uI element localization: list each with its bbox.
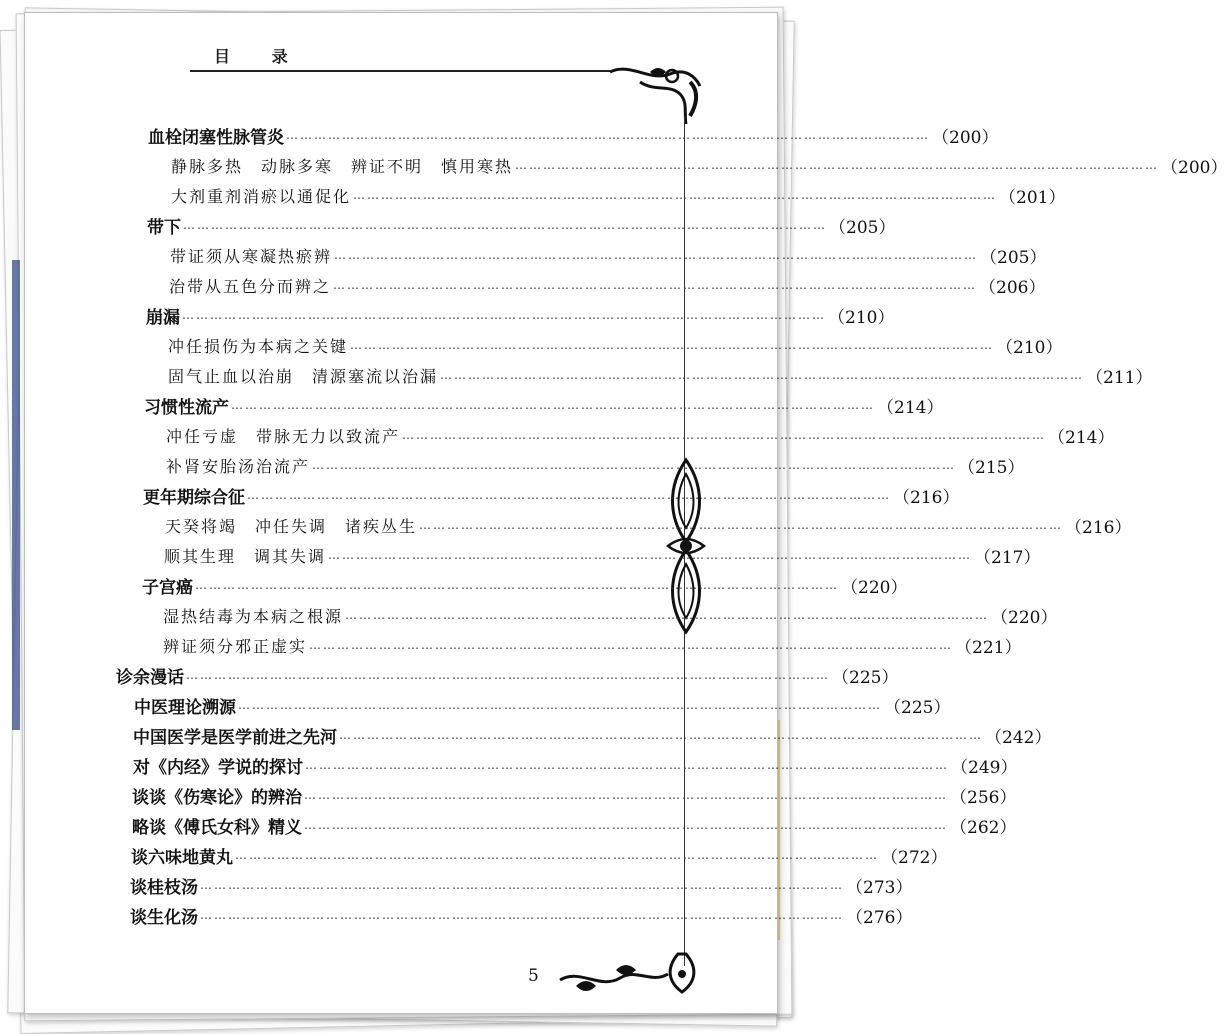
toc-entry-page: （216） — [893, 487, 960, 508]
toc-leader-dots: ………………………………………………………………………………………………………………………… — [200, 908, 844, 922]
toc-entry-title: 大剂重剂消瘀以通促化 — [171, 186, 352, 206]
toc-entry-page: （200） — [1161, 157, 1227, 178]
toc-entry-page: （249） — [951, 757, 1018, 778]
toc-leader-dots: ………………………………………………………………………………………………………………………… — [195, 578, 839, 592]
toc-entry-page: （210） — [996, 337, 1063, 358]
toc-entry — [170, 242, 1047, 268]
toc-entry-page: （200） — [932, 127, 999, 148]
toc-entry-title: 带下 — [147, 217, 181, 238]
toc-entry-title: 带证须从寒凝热瘀辨 — [170, 246, 333, 266]
page-number: 5 — [528, 966, 539, 986]
toc-entry-title: 谈六味地黄丸 — [131, 847, 233, 868]
toc-leader-dots: ………………………………………………………………………………………………………………………… — [304, 818, 948, 832]
toc-leader-dots: ………………………………………………………………………………………………………………………… — [309, 638, 954, 652]
toc-entry-title: 固气止血以治崩 清源塞流以治漏 — [168, 366, 439, 386]
toc-entry-page: （206） — [979, 277, 1046, 298]
toc-entry-page: （276） — [846, 907, 913, 928]
toc-entry-page: （242） — [985, 727, 1052, 748]
toc-entry-title: 诊余漫话 — [116, 667, 184, 688]
toc-entry-page: （273） — [846, 877, 913, 898]
toc-entry — [163, 632, 1022, 658]
toc-leader-dots: ………………………………………………………………………………………………………………………… — [182, 308, 826, 322]
toc-entry — [132, 782, 1017, 808]
toc-entry-page: （221） — [955, 637, 1022, 658]
toc-entry-title: 谈桂枝汤 — [130, 877, 198, 898]
toc-leader-dots: ………………………………………………………………………………………………………………………… — [304, 788, 948, 802]
toc-entry-title: 辨证须分邪正虚实 — [163, 636, 308, 656]
toc-entry-page: （225） — [884, 697, 951, 718]
toc-leader-dots: ………………………………………………………………………………………………………………………… — [334, 248, 979, 262]
toc-leader-dots: ………………………………………………………………………………………………………………………… — [350, 338, 995, 352]
toc-entry-title: 更年期综合征 — [143, 487, 245, 508]
toc-entry-page: （216） — [1065, 517, 1132, 538]
toc-entry-title: 子宫癌 — [142, 577, 193, 598]
toc-leader-dots: ………………………………………………………………………………………………………………………… — [235, 848, 879, 862]
toc-entry — [131, 842, 948, 868]
toc-entry-title: 治带从五色分而辨之 — [169, 276, 332, 296]
toc-leader-dots: ………………………………………………………………………………………………………………………… — [186, 668, 830, 682]
toc-entry-page: （211） — [1086, 367, 1153, 388]
toc-leader-dots: ………………………………………………………………………………………………………………………… — [402, 428, 1047, 442]
toc-leader-dots: ………………………………………………………………………………………………………………………… — [238, 698, 882, 712]
toc-entry-page: （225） — [832, 667, 899, 688]
toc-entry-title: 冲任损伤为本病之关键 — [168, 336, 349, 356]
toc-entry-title: 崩漏 — [146, 307, 180, 328]
toc-entry — [146, 302, 895, 328]
toc-entry-page: （256） — [950, 787, 1017, 808]
toc-entry — [142, 572, 908, 598]
toc-entry-page: （272） — [881, 847, 948, 868]
toc-entry-title: 中国医学是医学前进之先河 — [133, 727, 337, 748]
toc-leader-dots: ………………………………………………………………………………………………………………………… — [200, 878, 844, 892]
toc-entry-page: （220） — [991, 607, 1058, 628]
toc-leader-dots: ………………………………………………………………………………………………………………………… — [183, 218, 827, 232]
toc-entry — [133, 752, 1018, 778]
toc-entry-title: 天癸将竭 冲任失调 诸疾丛生 — [165, 516, 418, 536]
toc-entry — [130, 872, 913, 898]
toc-leader-dots: ………………………………………………………………………………………………………………………… — [328, 548, 973, 562]
toc-entry-title: 中医理论溯源 — [134, 697, 236, 718]
toc-entry — [164, 542, 1041, 568]
toc-entry-title: 静脉多热 动脉多寒 辨证不明 慎用寒热 — [171, 156, 514, 176]
toc-entry-title: 谈生化汤 — [130, 907, 198, 928]
toc-entry — [163, 602, 1058, 628]
toc-entry-title: 对《内经》学说的探讨 — [133, 757, 303, 778]
toc-entry-title: 习惯性流产 — [144, 397, 229, 418]
toc-entry-title: 湿热结毒为本病之根源 — [163, 606, 344, 626]
toc-entry — [116, 662, 899, 688]
toc-entry — [169, 272, 1046, 298]
toc-leader-dots: ………………………………………………………………………………………………………………………… — [353, 188, 998, 202]
toc-leader-dots: ………………………………………………………………………………………………………………………… — [305, 758, 949, 772]
toc-leader-dots: ………………………………………………………………………………………………………………………… — [339, 728, 983, 742]
toc-entry — [132, 812, 1017, 838]
toc-entry — [168, 332, 1063, 358]
toc-entry-title: 顺其生理 调其失调 — [164, 546, 327, 566]
toc-entry-title: 谈谈《伤寒论》的辨治 — [132, 787, 302, 808]
toc-entry-page: （220） — [841, 577, 908, 598]
toc-entry-page: （201） — [999, 187, 1066, 208]
toc-entry — [147, 212, 896, 238]
toc-entry — [134, 692, 951, 718]
toc-leader-dots: ………………………………………………………………………………………………………………………… — [515, 158, 1160, 172]
toc-leader-dots: ………………………………………………………………………………………………………………………… — [312, 458, 957, 472]
toc-leader-dots: ………………………………………………………………………………………………………………………… — [345, 608, 990, 622]
toc-entry-page: （217） — [974, 547, 1041, 568]
toc-entry-title: 冲任亏虚 带脉无力以致流产 — [166, 426, 401, 446]
toc-entry-title: 补肾安胎汤治流产 — [166, 456, 311, 476]
toc-entry — [168, 362, 1153, 388]
toc-entry — [133, 722, 1052, 748]
toc-entry-page: （205） — [980, 247, 1047, 268]
toc-entry-page: （215） — [958, 457, 1025, 478]
toc-entry-page: （205） — [829, 217, 896, 238]
toc-entry-title: 血栓闭塞性脉管炎 — [148, 127, 284, 148]
toc-leader-dots: ………………………………………………………………………………………………………………………… — [440, 368, 1085, 382]
toc-entry-title: 略谈《傅氏女科》精义 — [132, 817, 302, 838]
toc-entry — [148, 122, 999, 148]
toc-entry-page: （210） — [828, 307, 895, 328]
toc-leader-dots: ………………………………………………………………………………………………………………………… — [286, 128, 930, 142]
toc-leader-dots: ………………………………………………………………………………………………………………………… — [231, 398, 875, 412]
toc-leader-dots: ………………………………………………………………………………………………………………………… — [333, 278, 978, 292]
toc-entry-page: （214） — [1048, 427, 1115, 448]
toc-entry-page: （214） — [877, 397, 944, 418]
toc-entry — [144, 392, 944, 418]
toc-entry — [166, 452, 1025, 478]
toc-entry — [143, 482, 960, 508]
toc-leader-dots: ………………………………………………………………………………………………………………………… — [247, 488, 891, 502]
toc-entry — [166, 422, 1115, 448]
header-title: 目 录 — [214, 47, 306, 66]
toc-leader-dots: ………………………………………………………………………………………………………………………… — [419, 518, 1064, 532]
toc-entry — [130, 902, 913, 928]
toc-entry — [171, 152, 1227, 178]
toc-entry — [165, 512, 1132, 538]
toc-entry-page: （262） — [950, 817, 1017, 838]
toc-entry — [171, 182, 1066, 208]
